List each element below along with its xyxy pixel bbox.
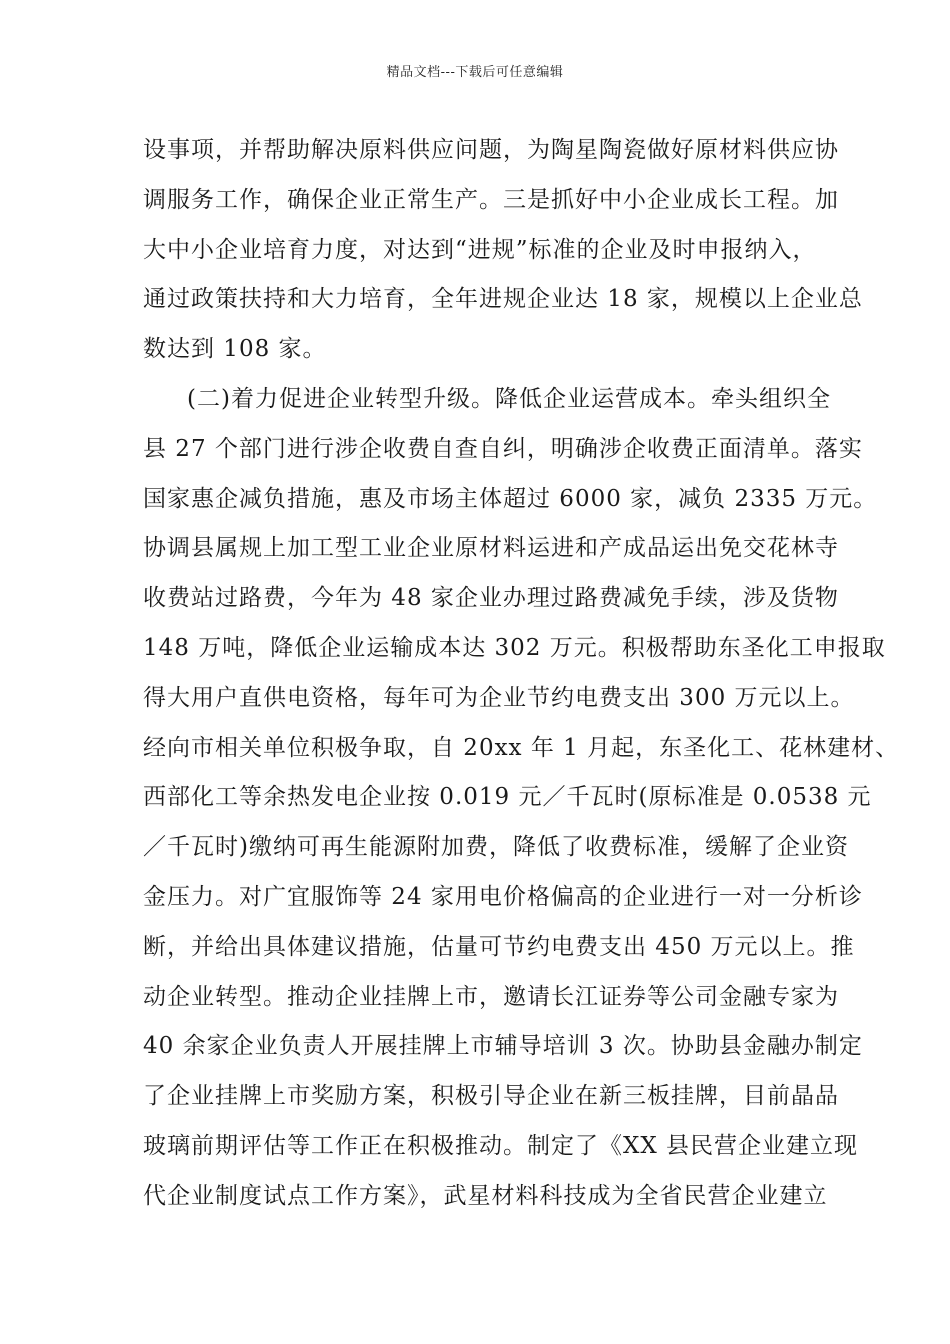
page-header: 精品文档---下载后可任意编辑 [386,65,564,80]
text-line: 县 27 个部门进行涉企收费自查自纠，明确涉企收费正面清单。落实 [143,435,863,462]
text-line: 国家惠企减负措施，惠及市场主体超过 6000 家，减负 2335 万元。 [143,485,878,512]
text-line: 148 万吨，降低企业运输成本达 302 万元。积极帮助东圣化工申报取 [143,634,886,661]
text-line: 动企业转型。推动企业挂牌上市，邀请长江证券等公司金融专家为 [143,983,839,1010]
text-line: 通过政策扶持和大力培育，全年进规企业达 18 家，规模以上企业总 [143,286,863,313]
body-text [143,126,900,1222]
text-line: 设事项，并帮助解决原料供应问题，为陶星陶瓷做好原材料供应协 [143,137,839,163]
text-line: 断，并给出具体建议措施，估量可节约电费支出 450 万元以上。推 [143,933,855,960]
text-line: 得大用户直供电资格，每年可为企业节约电费支出 300 万元以上。 [143,684,855,711]
text-line: 收费站过路费，今年为 48 家企业办理过路费减免手续，涉及货物 [143,585,839,612]
text-line: 调服务工作，确保企业正常生产。三是抓好中小企业成长工程。加 [143,186,839,213]
text-line: 40 余家企业负责人开展挂牌上市辅导培训 3 次。协助县金融办制定 [143,1033,863,1060]
text-line: ／千瓦时)缴纳可再生能源附加费，降低了收费标准，缓解了企业资 [143,834,849,861]
text-line: 经向市相关单位积极争取，自 20xx 年 1 月起，东圣化工、花林建材、 [143,734,900,761]
text-line: 了企业挂牌上市奖励方案，积极引导企业在新三板挂牌，目前晶品 [143,1083,839,1110]
section-heading-line: (二)着力促进企业转型升级。降低企业运营成本。牵头组织全 [187,385,831,412]
text-line: 大中小企业培育力度，对达到“进规”标准的企业及时申报纳入， [143,236,817,263]
text-line: 金压力。对广宜服饰等 24 家用电价格偏高的企业进行一对一分析诊 [143,883,863,910]
text-line: 西部化工等余热发电企业按 0.019 元／千瓦时(原标准是 0.0538 元 [143,784,872,811]
text-line: 协调县属规上加工型工业企业原材料运进和产成品运出免交花林寺 [143,535,839,562]
text-line: 数达到 108 家。 [143,336,327,363]
text-line: 代企业制度试点工作方案》，武星材料科技成为全省民营企业建立 [143,1182,828,1209]
text-line: 玻璃前期评估等工作正在积极推动。制定了《XX 县民营企业建立现 [143,1132,859,1159]
